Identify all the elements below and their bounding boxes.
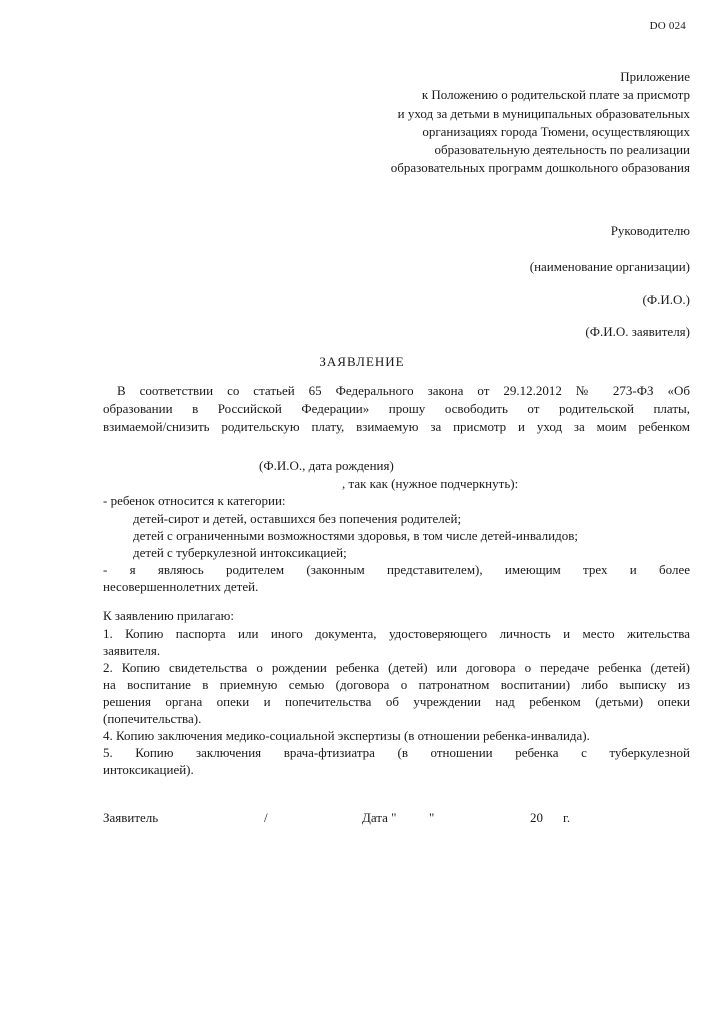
attachment-line: 2. Копию свидетельства о рождении ребенка (детей) или договора о передаче ребенка (детей) [103, 660, 690, 675]
parent-line: - я являюсь родителем (законным представителем), имеющим трех и более [103, 562, 690, 577]
appendix-line: образовательную деятельность по реализации [434, 142, 690, 158]
appendix-line: к Положению о родительской плате за присмотр [421, 87, 690, 103]
signature-applicant-label: Заявитель [103, 810, 159, 825]
appendix-line: образовательных программ дошкольного образования [390, 160, 690, 176]
attachment-item [103, 727, 690, 744]
category-item: детей с ограниченными возможностями здоровья, в том числе детей-инвалидов; [133, 528, 578, 543]
attachment-line: 4. Копию заключения медико-социальной экспертизы (в отношении ребенка-инвалида). [103, 728, 590, 743]
category-intro: - ребенок относится к категории: [103, 493, 286, 508]
appendix-block [270, 68, 690, 178]
appendix-line: Приложение [620, 69, 690, 84]
document-code: DO 024 [649, 20, 686, 32]
addressee-to: Руководителю [610, 223, 690, 238]
signature-slash: / [264, 810, 268, 825]
category-item: детей с туберкулезной интоксикацией; [133, 545, 347, 560]
intro-line: В соответствии со статьей 65 Федерального закона от 29.12.2012 № 273-ФЗ «Об [117, 383, 690, 398]
intro-line: образовании в Российской Федерации» прошу освободить от родительской платы, [103, 401, 690, 416]
signature-year-suffix: г. [563, 810, 571, 825]
attachment-line: заявителя. [103, 643, 161, 658]
attachment-line: (попечительства). [103, 711, 202, 726]
signature-date-quote: " [429, 810, 435, 825]
parent-paragraph [103, 561, 690, 595]
appendix-line: организациях города Тюмени, осуществляющих [422, 123, 690, 139]
addressee-org-hint: (наименование организации) [529, 259, 690, 274]
child-fio-hint: (Ф.И.О., дата рождения) [259, 458, 394, 473]
attachment-line: на воспитание в приемную семью (договора о патронатном воспитании) либо выписку из [103, 677, 690, 692]
attachment-line: решения органа опеки и попечительства об учреждении над ребенком (детьми) опеки [103, 694, 690, 709]
intro-paragraph [103, 382, 690, 436]
signature-year: 20 [530, 810, 543, 825]
attachment-item [103, 659, 690, 727]
attachments-title: К заявлению прилагаю: [103, 608, 235, 623]
applicant-fio-hint: (Ф.И.О. заявителя) [585, 324, 690, 339]
addressee-fio-hint: (Ф.И.О.) [642, 292, 690, 307]
attachment-line: 1. Копию паспорта или иного документа, удостоверяющего личность и место жительства [103, 626, 690, 641]
appendix-line: и уход за детьми в муниципальных образовательных [397, 105, 690, 121]
signature-date-label: Дата " [362, 810, 397, 825]
document-title: ЗАЯВЛЕНИЕ [319, 354, 405, 369]
parent-line: несовершеннолетних детей. [103, 579, 259, 594]
attachment-item [103, 625, 690, 659]
attachment-line: интоксикацией). [103, 762, 194, 777]
attachment-line: 5. Копию заключения врача-фтизиатра (в отношении ребенка с туберкулезной [103, 745, 690, 760]
intro-line: взимаемой/снизить родительскую плату, взимаемую за присмотр и уход за моим ребенком [103, 419, 690, 434]
because-text: , так как (нужное подчеркнуть): [342, 476, 519, 491]
attachment-item [103, 744, 690, 778]
category-item: детей-сирот и детей, оставшихся без попечения родителей; [133, 511, 462, 526]
